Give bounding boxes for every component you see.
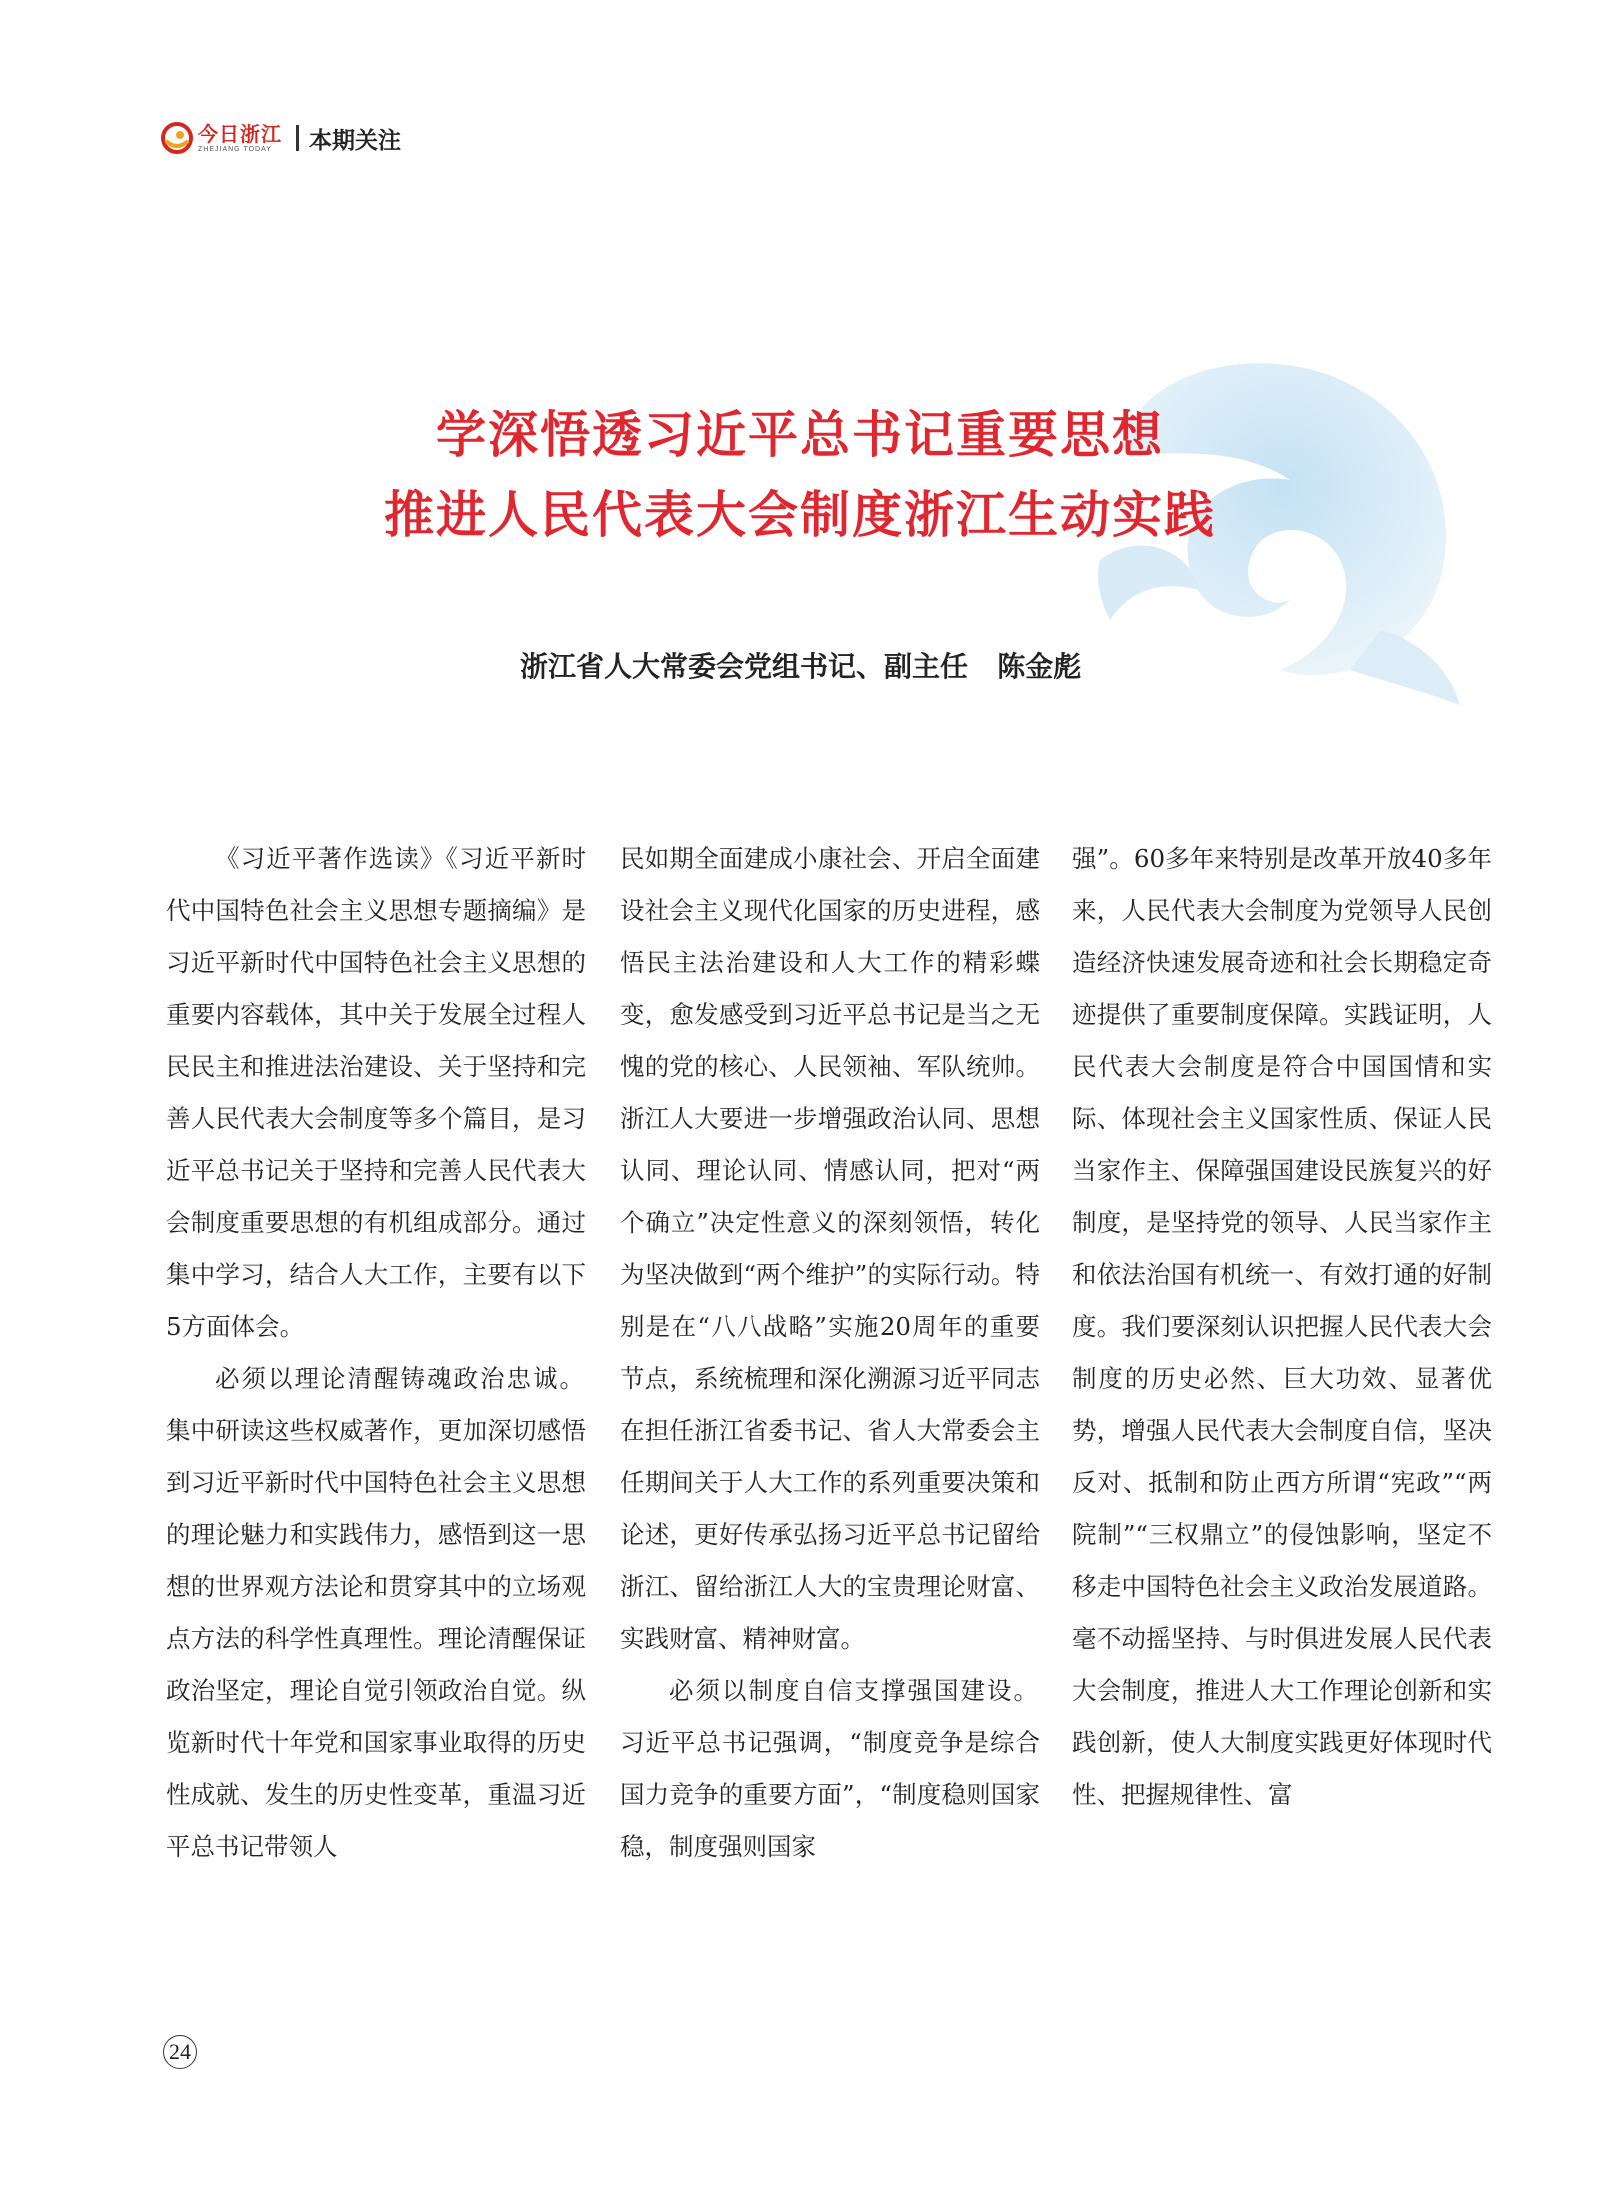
section-label: 本期关注 <box>309 127 401 154</box>
magazine-logo <box>160 121 282 155</box>
title-line-2: 推进人民代表大会制度浙江生动实践 <box>384 486 1216 544</box>
body-column-3 <box>1072 833 1492 1821</box>
paragraph-text: 集中研读这些权威著作，更加深切感悟到习近平新时代中国特色社会主义思想的理论魅力和实践伟力，感悟到这一思想的世界观方法论和贯穿其中的立场观点方法的科学性真理性。理论清醒保证政治坚定，理论自觉引领政治自觉。纵览新时代十年党和国家事业取得的历史性成就、发生的历史性变革，重温习近平总书记带领人 <box>166 1416 586 1861</box>
body-column-1 <box>166 833 586 1873</box>
sun-logo-icon <box>160 121 194 155</box>
paragraph-text: 习近平总书记强调，“制度竞争是综合国力竞争的重要方面”，“制度稳则国家稳，制度强则国家 <box>620 1728 1040 1861</box>
section-heading: 必须以理论清醒铸魂政治忠诚。 <box>215 1364 586 1393</box>
page-header <box>160 118 401 158</box>
paragraph <box>620 1665 1040 1873</box>
logo-chinese-text: 今日浙江 <box>198 121 282 146</box>
author-byline: 浙江省人大常委会党组书记、副主任 陈金彪 <box>520 650 1082 683</box>
page-number: 24 <box>163 2035 197 2069</box>
paragraph: 强”。60多年来特别是改革开放40多年来，人民代表大会制度为党领导人民创造经济快速发展奇迹和社会长期稳定奇迹提供了重要制度保障。实践证明，人民代表大会制度是符合中国国情和实际、体现社会主义国家性质、保证人民当家作主、保障强国建设民族复兴的好制度，是坚持党的领导、人民当家作主和依法治国有机统一、有效打通的好制度。我们要深刻认识把握人民代表大会制度的历史必然、巨大功效、显著优势，增强人民代表大会制度自信，坚决反对、抵制和防止西方所谓“宪政”“两院制”“三权鼎立”的侵蚀影响，坚定不移走中国特色社会主义政治发展道路。毫不动摇坚持、与时俱进发展人民代表大会制度，推进人大工作理论创新和实践创新，使人大制度实践更好体现时代性、把握规律性、富 <box>1072 844 1492 1809</box>
logo-english-text: ZHEJIANG TODAY <box>198 145 272 153</box>
paragraph <box>166 1353 586 1873</box>
body-column-2 <box>620 833 1040 1873</box>
article-title <box>0 395 1600 555</box>
title-line-1: 学深悟透习近平总书记重要思想 <box>436 406 1164 464</box>
paragraph: 《习近平著作选读》《习近平新时代中国特色社会主义思想专题摘编》是习近平新时代中国特色社会主义思想的重要内容载体，其中关于发展全过程人民民主和推进法治建设、关于坚持和完善人民代表大会制度等多个篇目，是习近平总书记关于坚持和完善人民代表大会制度重要思想的有机组成部分。通过集中学习，结合人大工作，主要有以下5方面体会。 <box>166 844 586 1341</box>
paragraph: 民如期全面建成小康社会、开启全面建设社会主义现代化国家的历史进程，感悟民主法治建设和人大工作的精彩蝶变，愈发感受到习近平总书记是当之无愧的党的核心、人民领袖、军队统帅。浙江人大要进一步增强政治认同、思想认同、理论认同、情感认同，把对“两个确立”决定性意义的深刻领悟，转化为坚决做到“两个维护”的实际行动。特别是在“八八战略”实施20周年的重要节点，系统梳理和深化溯源习近平同志在担任浙江省委书记、省人大常委会主任期间关于人大工作的系列重要决策和论述，更好传承弘扬习近平总书记留给浙江、留给浙江人大的宝贵理论财富、实践财富、精神财富。 <box>620 844 1040 1653</box>
header-divider <box>296 125 299 151</box>
section-heading: 必须以制度自信支撑强国建设。 <box>669 1676 1040 1705</box>
